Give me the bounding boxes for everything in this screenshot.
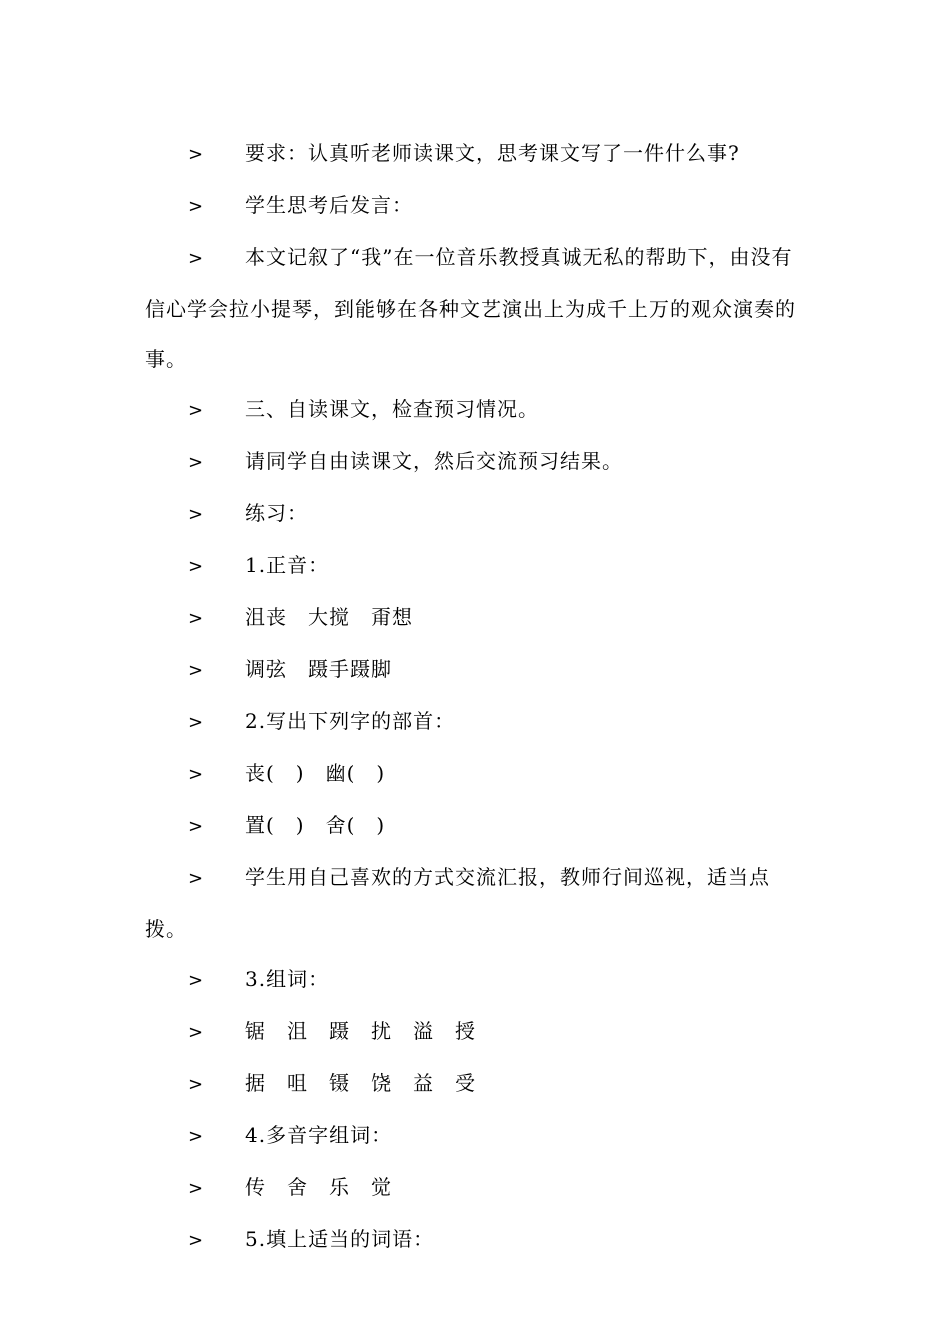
- bullet-marker: >: [188, 556, 205, 577]
- bullet-marker: >: [188, 764, 205, 785]
- bullet-marker: >: [188, 504, 205, 525]
- paragraph-radicals: > 2.写出下列字的部首：: [145, 696, 810, 748]
- paragraph-section-three: > 三、自读课文，检查预习情况。: [145, 384, 810, 436]
- bullet-marker: >: [188, 868, 205, 889]
- paragraph-free-reading: > 请同学自由读课文，然后交流预习结果。: [145, 436, 810, 488]
- bullet-marker: >: [188, 1178, 205, 1199]
- paragraph-fill-words: > 5.填上适当的词语：: [145, 1214, 810, 1266]
- bullet-marker: >: [188, 660, 205, 681]
- paragraph-words-1: > 沮丧 大搅 甭想: [145, 592, 810, 644]
- paragraph-radicals-1: > 丧( ) 幽( ): [145, 748, 810, 800]
- paragraph-word-groups: > 3.组词：: [145, 954, 810, 1006]
- document-body: [145, 128, 810, 1266]
- bullet-marker: >: [188, 608, 205, 629]
- paragraph-chars-1: > 锯 沮 蹑 扰 溢 授: [145, 1006, 810, 1058]
- paragraph-summary: > 本文记叙了“我”在一位音乐教授真诚无私的帮助下，由没有信心学会拉小提琴，到能够在各种文艺演出上为成千上万的观众演奏的事。: [145, 232, 810, 384]
- bullet-marker: >: [188, 248, 205, 269]
- paragraph-words-2: > 调弦 蹑手蹑脚: [145, 644, 810, 696]
- bullet-marker: >: [188, 144, 205, 165]
- paragraph-exercise-heading: > 练习：: [145, 488, 810, 540]
- bullet-marker: >: [188, 1126, 205, 1147]
- paragraph-chars-2: > 据 咀 镊 饶 益 受: [145, 1058, 810, 1110]
- bullet-marker: >: [188, 970, 205, 991]
- bullet-marker: >: [188, 816, 205, 837]
- bullet-marker: >: [188, 1074, 205, 1095]
- paragraph-pronunciation: > 1.正音：: [145, 540, 810, 592]
- paragraph-polyphonic-chars: > 传 舍 乐 觉: [145, 1162, 810, 1214]
- bullet-marker: >: [188, 400, 205, 421]
- bullet-marker: >: [188, 712, 205, 733]
- paragraph-polyphonic: > 4.多音字组词：: [145, 1110, 810, 1162]
- bullet-marker: >: [188, 196, 205, 217]
- bullet-marker: >: [188, 452, 205, 473]
- bullet-marker: >: [188, 1022, 205, 1043]
- paragraph-student-speak: > 学生思考后发言：: [145, 180, 810, 232]
- bullet-marker: >: [188, 1230, 205, 1251]
- paragraph-requirement: > 要求：认真听老师读课文，思考课文写了一件什么事?: [145, 128, 810, 180]
- paragraph-report: > 学生用自己喜欢的方式交流汇报，教师行间巡视，适当点拨。: [145, 852, 810, 954]
- paragraph-radicals-2: > 置( ) 舍( ): [145, 800, 810, 852]
